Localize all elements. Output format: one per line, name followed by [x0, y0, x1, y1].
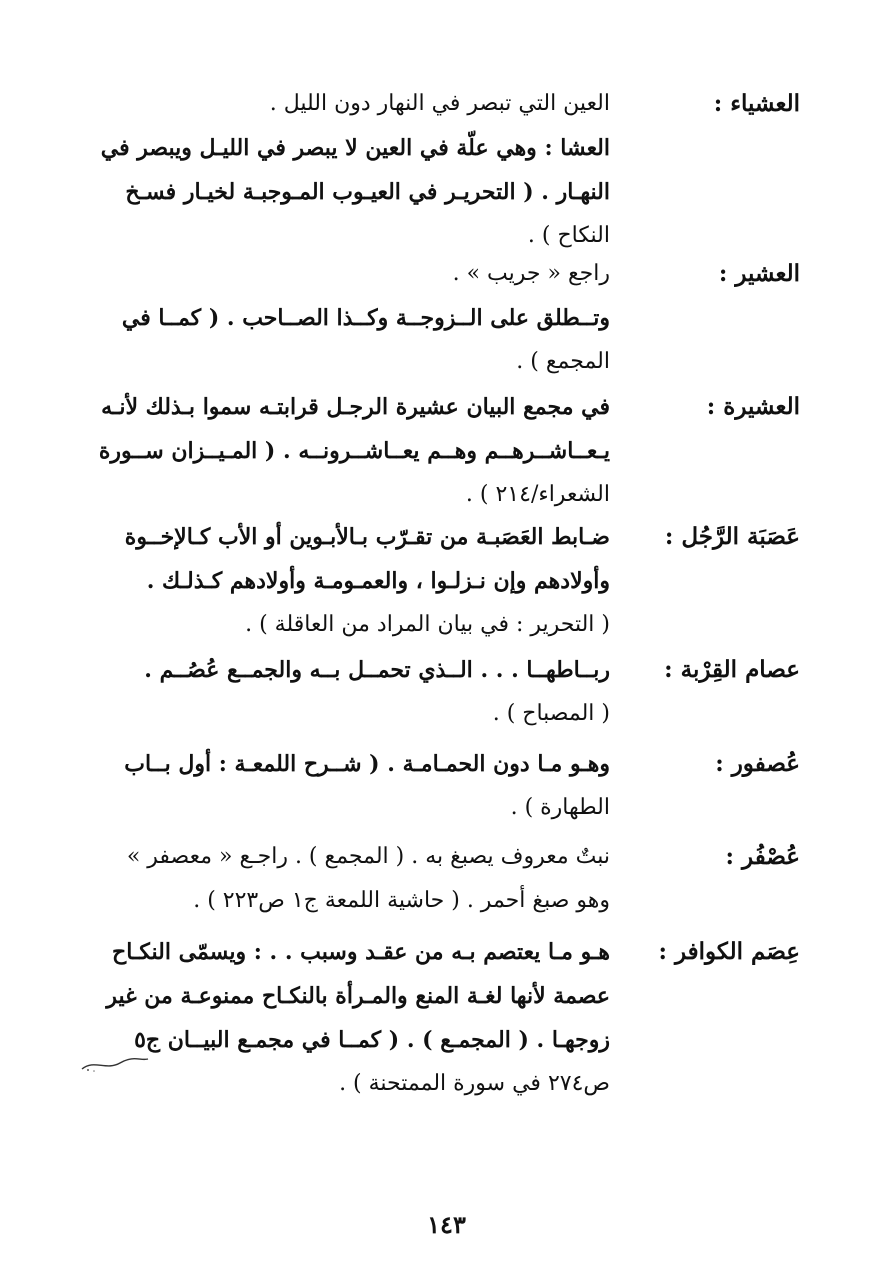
definition-line: عصمة لأنها لغـة المنع والمـرأة بالنكـاح ممنوعـة من غير: [106, 983, 610, 1009]
definition-line: وتــطلق على الــزوجــة وكــذا الصــاحب . ( كمــا في: [121, 305, 610, 331]
entry-term: العشير :: [718, 260, 800, 287]
entry-definition: [95, 742, 610, 830]
entry-term: عُصْفُر :: [725, 843, 800, 870]
entry-al-asheera: [70, 385, 830, 517]
definition-line: ( التحرير : في بيان المراد من العاقلة ) .: [245, 612, 610, 637]
definition-line: ربــاطهــا . . . الــذي تحمــل بــه والجمــع عُصُــم .: [144, 657, 610, 683]
entry-term: عَصَبَة الرَّجُل :: [664, 523, 800, 550]
definition-line: الطهارة ) .: [510, 795, 610, 820]
ink-mark-icon: [80, 1055, 150, 1073]
definition-line: النهـار . ( التحريـر في العيـوب المـوجبـة لخيـار فسـخ: [125, 179, 610, 205]
entry-term: عِصَم الكوافر :: [658, 938, 800, 965]
entry-definition: [95, 835, 610, 923]
definition-line: النكاح ) .: [527, 223, 610, 248]
definition-line: زوجهـا . ( المجمـع ) . ( كمــا في مجمـع البيــان ج٥: [134, 1027, 610, 1053]
definition-line: المجمع ) .: [516, 349, 610, 374]
definition-line: وهو صبغ أحمر . ( حاشية اللمعة ج١ ص٢٢٣ ) .: [193, 888, 610, 913]
definition-line: ضـابط العَصَبـة من تقـرّب بـالأبـوين أو الأب كـالإخــوة: [124, 524, 610, 550]
definition-line: ص٢٧٤ في سورة الممتحنة ) .: [339, 1071, 610, 1096]
entry-isam-al-kawafir: [70, 930, 830, 1106]
definition-line: في مجمع البيان عشيرة الرجـل قرابتـه سموا بـذلك لأنـه: [101, 394, 610, 420]
definition-line: العين التي تبصر في النهار دون الليل .: [269, 91, 610, 116]
entry-definition: [95, 385, 610, 517]
page-number: ١٤٣: [427, 1210, 466, 1239]
definition-line: العشا : وهي علّة في العين لا يبصر في الليـل ويبصر في: [100, 135, 610, 161]
entry-definition: [95, 252, 610, 384]
definition-line: هـو مـا يعتصم بـه من عقـد وسبب . . : ويسمّى النكـاح: [112, 939, 610, 965]
entry-term: عُصفور :: [715, 750, 800, 777]
definition-line: الشعراء/٢١٤ ) .: [465, 482, 610, 507]
definition-line: راجع « جريب » .: [452, 261, 610, 286]
entry-definition: [95, 515, 610, 647]
definition-line: يـعــاشــرهــم وهــم يعــاشــرونــه . ( المـيــزان ســورة: [98, 438, 610, 464]
definition-line: وأولادهم وإن نـزلـوا ، والعمـومـة وأولادهم كـذلـك .: [146, 568, 610, 594]
definition-line: وهـو مـا دون الحمـامـة . ( شــرح اللمعـة : أول بــاب: [124, 751, 610, 777]
entry-usfur-plant: [70, 835, 830, 923]
entry-isam-al-qirba: [70, 648, 830, 736]
entry-al-ashyaa: [70, 82, 830, 258]
entry-definition: [95, 648, 610, 736]
entry-term: عصام القِرْبة :: [664, 656, 800, 683]
definition-line: نبتٌ معروف يصبغ به . ( المجمع ) . راجـع « معصفر »: [126, 844, 610, 869]
entry-term: العشيرة :: [706, 393, 800, 420]
definition-line: ( المصباح ) .: [492, 701, 610, 726]
entry-definition: [95, 930, 610, 1106]
entry-term: العشياء :: [713, 90, 800, 117]
entry-usfur: [70, 742, 830, 830]
entry-al-asheer: [70, 252, 830, 384]
entry-definition: [95, 82, 610, 258]
entry-asabat-al-rajul: [70, 515, 830, 647]
